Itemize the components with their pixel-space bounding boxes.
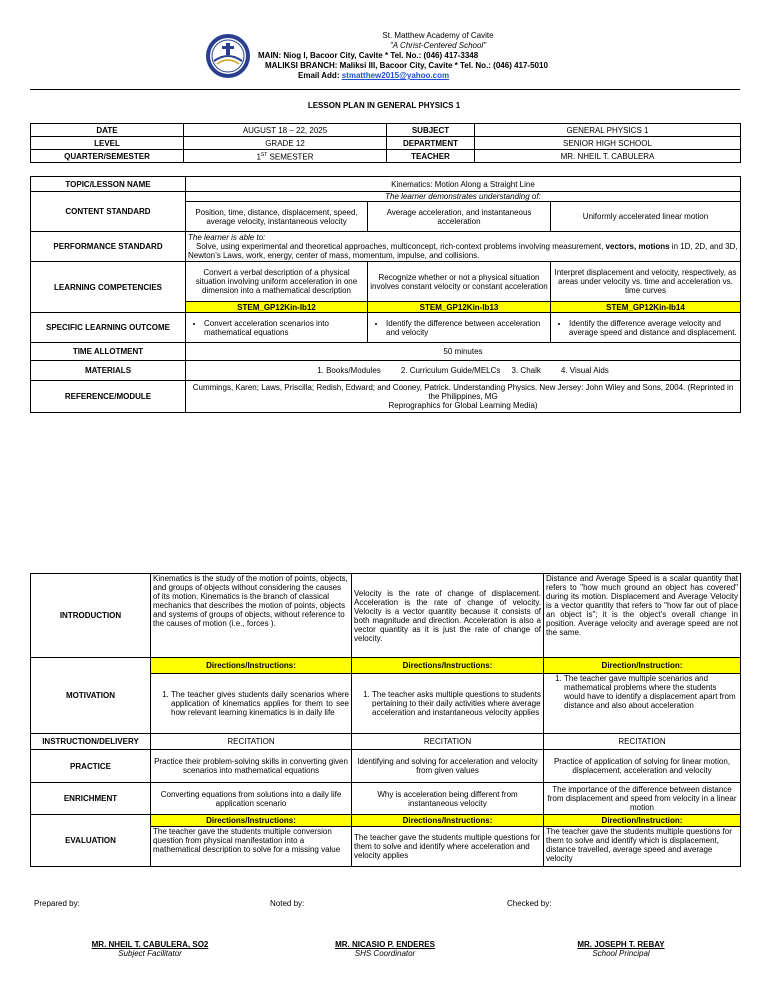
introduction-3: Distance and Average Speed is a scalar quantity that refers to "how much ground an object has covered" during its motion. Displacement and Average Velocity is a vector quantity that refers to "how far out of place an object is"; it is the object's overall change in position. Average velocity and average speed are not the same. (544, 574, 741, 658)
page-title: LESSON PLAN IN GENERAL PHYSICS 1 (307, 101, 461, 110)
introduction-2: Velocity is the rate of change of displacement. Acceleration is the rate of change of velocity. Velocity is a vector quantity because it consists of both magnitude and direction. Acceleration is also a vector quantity as it is just the rate of change of velocity. (352, 574, 544, 658)
instruction-1: RECITATION (151, 734, 352, 750)
quarter-value: 1ST SEMESTER (184, 150, 387, 163)
checked-role: School Principal (592, 949, 650, 958)
instruction-label: INSTRUCTION/DELIVERY (31, 734, 151, 750)
practice-1: Practice their problem-solving skills in converting given scenarios into mathematical equations (151, 750, 352, 783)
outcome-3: • Identify the difference average velocity and average speed and distance and displacement. (551, 313, 741, 343)
evaluation-directions-2: Directions/Instructions: (352, 815, 544, 827)
topic-value: Kinematics: Motion Along a Straight Line (186, 177, 741, 192)
level-value: GRADE 12 (184, 137, 387, 150)
time-label: TIME ALLOTMENT (31, 343, 186, 361)
content-intro: The learner demonstrates understanding of: (186, 192, 741, 202)
checked-name: MR. JOSEPH T. REBAY (577, 940, 665, 949)
material-4: 4. Visual Aids (560, 366, 609, 375)
evaluation-2: The teacher gave the students multiple questions for them to solve and identify where acceleration and velocity applies (352, 827, 544, 867)
introduction-label: INTRODUCTION (31, 574, 151, 658)
materials-label: MATERIALS (31, 361, 186, 381)
motivation-1: 1. The teacher gives students daily scenarios where application of kinematics applies for them to see how relevant learning kinematics is in daily life (151, 674, 352, 734)
outcome-1: • Convert acceleration scenarios into mathematical equations (186, 313, 368, 343)
prepared-by-label: Prepared by: (34, 899, 80, 908)
introduction-1: Kinematics is the study of the motion of points, objects, and groups of objects without considering the causes of its motion. Kinematics is the branch of classical mechanics that describes the motion of points, objects and systems of groups of objects, without reference to the causes of motion (i.e., forces ). (151, 574, 352, 658)
school-seal-logo (205, 33, 251, 79)
teacher-label: TEACHER (387, 150, 475, 163)
prepared-role: Subject Facilitator (118, 949, 182, 958)
noted-role: SHS Coordinator (354, 949, 416, 958)
content-item-1: Position, time, distance, displacement, speed, average velocity, instantaneous velocity (186, 202, 368, 232)
enrichment-2: Why is acceleration being different from instantaneous velocity (352, 783, 544, 815)
school-motto: "A Christ-Centered School" (389, 41, 487, 50)
department-value: SENIOR HIGH SCHOOL (475, 137, 741, 150)
enrichment-label: ENRICHMENT (31, 783, 151, 815)
evaluation-directions-3: Direction/Instruction: (544, 815, 741, 827)
subject-label: SUBJECT (387, 124, 475, 137)
reference-label: REFERENCE/MODULE (31, 381, 186, 413)
competency-1: Convert a verbal description of a physical situation involving uniform acceleration in one dimension into a mathematical description (186, 262, 368, 302)
materials-value (186, 361, 741, 381)
practice-3: Practice of application of solving for linear motion, displacement, acceleration and velocity (544, 750, 741, 783)
competencies-label: LEARNING COMPETENCIES (31, 262, 186, 313)
content-item-2: Average acceleration, and instantaneous acceleration (368, 202, 551, 232)
competency-3: Interpret displacement and velocity, respectively, as areas under velocity vs. time and acceleration vs. time curves (551, 262, 741, 302)
motivation-directions-3: Direction/Instruction: (544, 658, 741, 674)
email-link[interactable]: stmatthew2015@yahoo.com (341, 71, 450, 80)
quarter-label: QUARTER/SEMESTER (31, 150, 184, 163)
material-2: 2. Curriculum Guide/MELCs (400, 366, 501, 375)
topic-label: TOPIC/LESSON NAME (31, 177, 186, 192)
instruction-2: RECITATION (352, 734, 544, 750)
competency-2: Recognize whether or not a physical situation involves constant velocity or constant acceleration (368, 262, 551, 302)
practice-2: Identifying and solving for acceleration and velocity from given values (352, 750, 544, 783)
outcome-label: SPECIFIC LEARNING OUTCOME (31, 313, 186, 343)
material-1: 1. Books/Modules (317, 366, 381, 375)
noted-name: MR. NICASIO P. ENDERES (335, 940, 435, 949)
evaluation-3: The teacher gave the students multiple questions for them to solve and identify which is displacement, distance travelled, average speed and average velocity (544, 827, 741, 867)
noted-signature (295, 940, 475, 958)
email-label: Email Add: (298, 71, 340, 80)
level-label: LEVEL (31, 137, 184, 150)
lesson-table (30, 176, 741, 413)
branch-address: MALIKSI BRANCH: Maliksi III, Bacoor City, Cavite * Tel. No.: (046) 417-5010 (265, 61, 548, 70)
competency-code-2: STEM_GP12Kin-Ib13 (368, 302, 551, 313)
outcome-2: • Identify the difference between acceleration and velocity (368, 313, 551, 343)
content-item-3: Uniformly accelerated linear motion (551, 202, 741, 232)
evaluation-1: The teacher gave the students multiple conversion question from physical manifestation into a mathematical description to solve for a missing value (151, 827, 352, 867)
evaluation-directions-1: Directions/Instructions: (151, 815, 352, 827)
competency-code-3: STEM_GP12Kin-Ib14 (551, 302, 741, 313)
motivation-directions-2: Directions/Instructions: (352, 658, 544, 674)
practice-label: PRACTICE (31, 750, 151, 783)
teacher-value: MR. NHEIL T. CABULERA (475, 150, 741, 163)
date-label: DATE (31, 124, 184, 137)
material-3: 3. Chalk (511, 366, 541, 375)
prepared-signature (60, 940, 240, 958)
prepared-name: MR. NHEIL T. CABULERA, SO2 (91, 940, 209, 949)
motivation-label: MOTIVATION (31, 658, 151, 734)
department-label: DEPARTMENT (387, 137, 475, 150)
instruction-3: RECITATION (544, 734, 741, 750)
subject-value: GENERAL PHYSICS 1 (475, 124, 741, 137)
school-name: St. Matthew Academy of Cavite (382, 31, 494, 40)
performance-standard-label: PERFORMANCE STANDARD (31, 232, 186, 262)
competency-code-1: STEM_GP12Kin-Ib12 (186, 302, 368, 313)
checked-signature (531, 940, 711, 958)
header-divider (30, 89, 740, 90)
evaluation-label: EVALUATION (31, 815, 151, 867)
email-line (298, 71, 658, 81)
enrichment-1: Converting equations from solutions into a daily life application scenario (151, 783, 352, 815)
reference-value: Cummings, Karen; Laws, Priscilla; Redish, Edward; and Cooney, Patrick. Understanding Physics. New Jersey: John Wiley and Sons, 2004. (Reprinted in the Philippines, MG Reprographics for Global Learning Media) (186, 381, 741, 413)
motivation-directions-1: Directions/Instructions: (151, 658, 352, 674)
noted-by-label: Noted by: (270, 899, 305, 908)
performance-standard-value: The learner is able to: Solve, using experimental and theoretical approaches, multiconcept, rich-context problems involving measurement, vectors, motions in 1D, 2D, and 3D, Newton’s Laws, work, energy, center of mass, momentum, impulse, and collisions. (186, 232, 741, 262)
main-address: MAIN: Niog I, Bacoor City, Cavite * Tel. No.: (046) 417-3348 (258, 51, 479, 60)
content-standard-label: CONTENT STANDARD (31, 192, 186, 232)
procedure-table (30, 573, 741, 867)
date-value: AUGUST 18 – 22, 2025 (184, 124, 387, 137)
checked-by-label: Checked by: (507, 899, 552, 908)
motivation-3: 1. The teacher gave multiple scenarios and mathematical problems where the students would have to identify a displacement apart from distance and also about acceleration (544, 674, 741, 734)
enrichment-3: The importance of the difference between distance from displacement and speed from velocity in a linear motion (544, 783, 741, 815)
time-value: 50 minutes (186, 343, 741, 361)
motivation-2: 1. The teacher asks multiple questions to students pertaining to their daily activities where average acceleration and instantaneous velocity applies (352, 674, 544, 734)
info-table (30, 123, 741, 163)
